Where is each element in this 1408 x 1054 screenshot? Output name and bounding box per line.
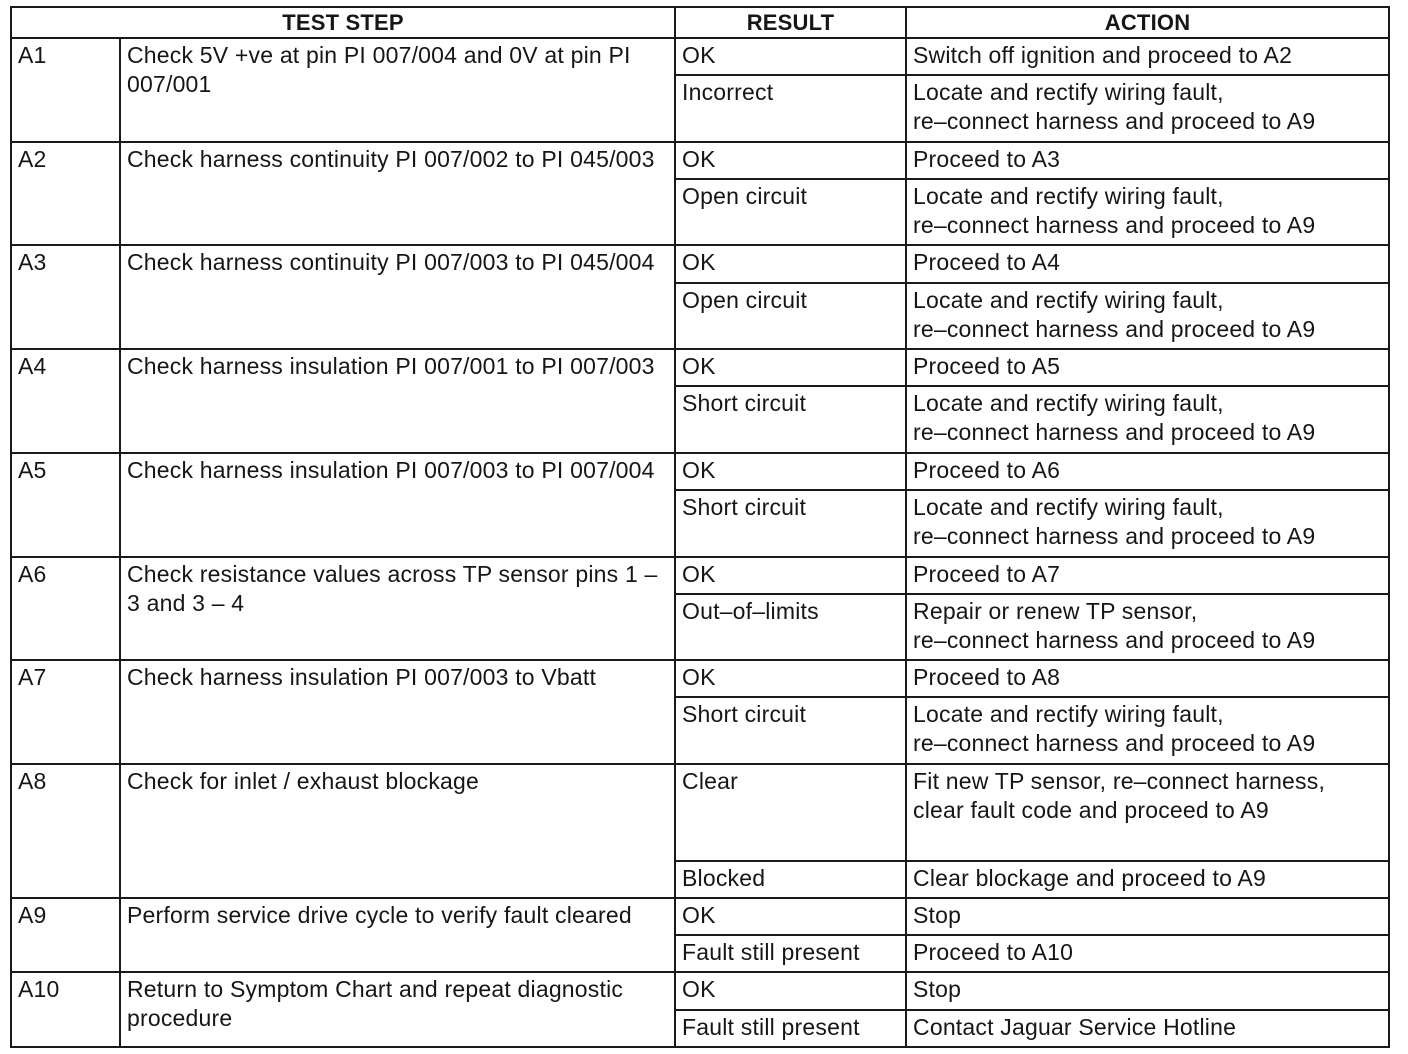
step-description: Check harness continuity PI 007/002 to PI 045/003 (120, 142, 675, 246)
action-cell: Clear blockage and proceed to A9 (906, 861, 1389, 898)
result-cell: Blocked (675, 861, 906, 898)
table-row (11, 764, 1389, 861)
result-cell: Open circuit (675, 283, 906, 349)
result-cell: OK (675, 142, 906, 179)
table-row (11, 898, 1389, 935)
result-cell: Short circuit (675, 490, 906, 556)
step-description: Check harness insulation PI 007/001 to PI 007/003 (120, 349, 675, 453)
action-cell: Proceed to A5 (906, 349, 1389, 386)
table-row (11, 557, 1389, 594)
result-cell: OK (675, 349, 906, 386)
step-description: Check resistance values across TP sensor pins 1 – 3 and 3 – 4 (120, 557, 675, 661)
action-cell: Locate and rectify wiring fault, re–connect harness and proceed to A9 (906, 697, 1389, 763)
step-id: A7 (11, 660, 120, 764)
result-cell: OK (675, 453, 906, 490)
step-id: A6 (11, 557, 120, 661)
result-cell: Fault still present (675, 935, 906, 972)
action-cell: Proceed to A4 (906, 245, 1389, 282)
action-cell: Locate and rectify wiring fault, re–connect harness and proceed to A9 (906, 386, 1389, 452)
action-cell: Locate and rectify wiring fault, re–connect harness and proceed to A9 (906, 490, 1389, 556)
result-cell: OK (675, 38, 906, 75)
action-cell: Proceed to A10 (906, 935, 1389, 972)
diagnostic-table (10, 6, 1390, 1048)
step-id: A10 (11, 972, 120, 1047)
action-cell: Locate and rectify wiring fault, re–connect harness and proceed to A9 (906, 75, 1389, 141)
action-cell: Proceed to A8 (906, 660, 1389, 697)
table-row (11, 972, 1389, 1009)
table-row (11, 660, 1389, 697)
step-description: Return to Symptom Chart and repeat diagnostic procedure (120, 972, 675, 1047)
table-row (11, 245, 1389, 282)
table-row (11, 349, 1389, 386)
result-cell: Out–of–limits (675, 594, 906, 660)
step-id: A2 (11, 142, 120, 246)
header-result: RESULT (675, 7, 906, 38)
header-action: ACTION (906, 7, 1389, 38)
step-id: A1 (11, 38, 120, 142)
action-cell: Repair or renew TP sensor, re–connect harness and proceed to A9 (906, 594, 1389, 660)
action-cell: Proceed to A3 (906, 142, 1389, 179)
action-cell: Locate and rectify wiring fault, re–connect harness and proceed to A9 (906, 179, 1389, 245)
result-cell: Short circuit (675, 697, 906, 763)
step-id: A9 (11, 898, 120, 973)
action-cell: Contact Jaguar Service Hotline (906, 1010, 1389, 1047)
action-cell: Stop (906, 972, 1389, 1009)
step-description: Check harness continuity PI 007/003 to PI 045/004 (120, 245, 675, 349)
result-cell: Open circuit (675, 179, 906, 245)
result-cell: OK (675, 972, 906, 1009)
step-description: Check harness insulation PI 007/003 to Vbatt (120, 660, 675, 764)
action-cell: Locate and rectify wiring fault, re–connect harness and proceed to A9 (906, 283, 1389, 349)
step-description: Perform service drive cycle to verify fault cleared (120, 898, 675, 973)
header-row (11, 7, 1389, 38)
step-description: Check 5V +ve at pin PI 007/004 and 0V at pin PI 007/001 (120, 38, 675, 142)
result-cell: OK (675, 660, 906, 697)
step-description: Check harness insulation PI 007/003 to PI 007/004 (120, 453, 675, 557)
header-test-step: TEST STEP (11, 7, 675, 38)
action-cell: Proceed to A7 (906, 557, 1389, 594)
table-row (11, 38, 1389, 75)
step-id: A5 (11, 453, 120, 557)
step-id: A8 (11, 764, 120, 898)
result-cell: OK (675, 557, 906, 594)
action-cell: Fit new TP sensor, re–connect harness, clear fault code and proceed to A9 (906, 764, 1389, 861)
step-description: Check for inlet / exhaust blockage (120, 764, 675, 898)
table-row (11, 142, 1389, 179)
action-cell: Switch off ignition and proceed to A2 (906, 38, 1389, 75)
result-cell: Fault still present (675, 1010, 906, 1047)
step-id: A3 (11, 245, 120, 349)
table-row (11, 453, 1389, 490)
step-id: A4 (11, 349, 120, 453)
result-cell: OK (675, 245, 906, 282)
result-cell: Incorrect (675, 75, 906, 141)
action-cell: Stop (906, 898, 1389, 935)
result-cell: OK (675, 898, 906, 935)
action-cell: Proceed to A6 (906, 453, 1389, 490)
result-cell: Short circuit (675, 386, 906, 452)
result-cell: Clear (675, 764, 906, 861)
